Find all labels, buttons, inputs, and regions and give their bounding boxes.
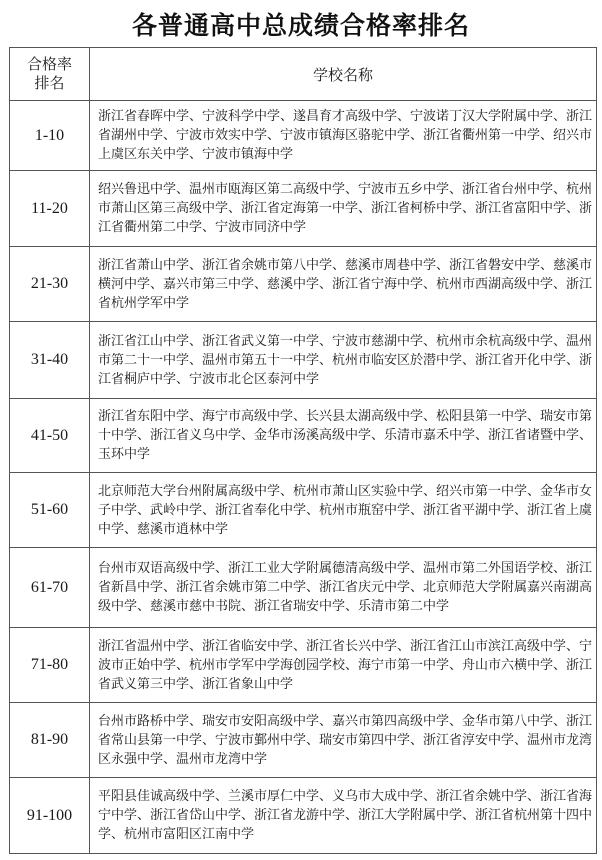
table-row (10, 399, 597, 473)
schools-cell: 浙江省东阳中学、海宁市高级中学、长兴县太湖高级中学、松阳县第一中学、瑞安市第十中学、浙江省义乌中学、金华市汤溪高级中学、乐清市嘉禾中学、浙江省诸暨中学、玉环中学 (90, 399, 597, 473)
header-rank-line1: 合格率 (26, 55, 72, 73)
rank-cell: 11-20 (10, 171, 90, 247)
rank-cell: 31-40 (10, 322, 90, 399)
schools-cell: 台州市双语高级中学、浙江工业大学附属德清高级中学、温州市第二外国语学校、浙江省新昌中学、浙江省余姚市第二中学、浙江省庆元中学、北京师范大学附属嘉兴南湖高级中学、慈溪市慈中书院、浙江省瑞安中学、乐清市第二中学 (90, 548, 597, 628)
rank-cell: 41-50 (10, 399, 90, 473)
rank-cell: 81-90 (10, 703, 90, 778)
schools-cell: 北京师范大学台州附属高级中学、杭州市萧山区实验中学、绍兴市第一中学、金华市女子中学、武岭中学、浙江省奉化中学、杭州市瓶窑中学、浙江省平湖中学、浙江省上虞中学、慈溪市逍林中学 (90, 473, 597, 548)
table-row (10, 778, 597, 854)
schools-cell: 浙江省江山中学、浙江省武义第一中学、宁波市慈湖中学、杭州市余杭高级中学、温州市第二十一中学、温州市第五十一中学、杭州市临安区於潜中学、浙江省开化中学、浙江省桐庐中学、宁波市北仑区泰河中学 (90, 322, 597, 399)
table-row (10, 548, 597, 628)
header-rank-line2: 排名 (34, 74, 65, 92)
table-row (10, 628, 597, 703)
schools-cell: 绍兴鲁迅中学、温州市瓯海区第二高级中学、宁波市五乡中学、浙江省台州中学、杭州市萧山区第三高级中学、浙江省定海第一中学、浙江省柯桥中学、浙江省富阳中学、浙江省衢州第二中学、宁波市同济中学 (90, 171, 597, 247)
header-rank (10, 48, 90, 101)
table-row (10, 473, 597, 548)
table-header-row (10, 48, 597, 101)
rank-cell: 91-100 (10, 778, 90, 854)
header-school: 学校名称 (90, 48, 597, 101)
table-row (10, 703, 597, 778)
schools-cell: 平阳县佳诚高级中学、兰溪市厚仁中学、义乌市大成中学、浙江省余姚中学、浙江省海宁中学、浙江省岱山中学、浙江省龙游中学、浙江大学附属中学、浙江省杭州第十四中学、杭州市富阳区江南中学 (90, 778, 597, 854)
rank-cell: 51-60 (10, 473, 90, 548)
table-row (10, 101, 597, 171)
page-title: 各普通高中总成绩合格率排名 (131, 11, 470, 40)
schools-cell: 浙江省温州中学、浙江省临安中学、浙江省长兴中学、浙江省江山市滨江高级中学、宁波市正始中学、杭州市学军中学海创园学校、海宁市第一中学、舟山市六横中学、浙江省武义第三中学、浙江省象山中学 (90, 628, 597, 703)
rank-cell: 1-10 (10, 101, 90, 171)
schools-cell: 浙江省萧山中学、浙江省余姚市第八中学、慈溪市周巷中学、浙江省磐安中学、慈溪市横河中学、嘉兴市第三中学、慈溪中学、浙江省宁海中学、杭州市西湖高级中学、浙江省杭州学军中学 (90, 247, 597, 322)
table-row (10, 247, 597, 322)
table-row (10, 171, 597, 247)
schools-cell: 浙江省春晖中学、宁波科学中学、遂昌育才高级中学、宁波诺丁汉大学附属中学、浙江省湖州中学、宁波市效实中学、宁波市镇海区骆驼中学、浙江省衢州第一中学、绍兴市上虞区东关中学、宁波市镇海中学 (90, 101, 597, 171)
ranking-table (9, 47, 597, 854)
rank-cell: 21-30 (10, 247, 90, 322)
rank-cell: 71-80 (10, 628, 90, 703)
schools-cell: 台州市路桥中学、瑞安市安阳高级中学、嘉兴市第四高级中学、金华市第八中学、浙江省常山县第一中学、宁波市鄞州中学、瑞安市第四中学、浙江省淳安中学、温州市龙湾区永强中学、温州市龙湾中学 (90, 703, 597, 778)
rank-cell: 61-70 (10, 548, 90, 628)
table-row (10, 322, 597, 399)
